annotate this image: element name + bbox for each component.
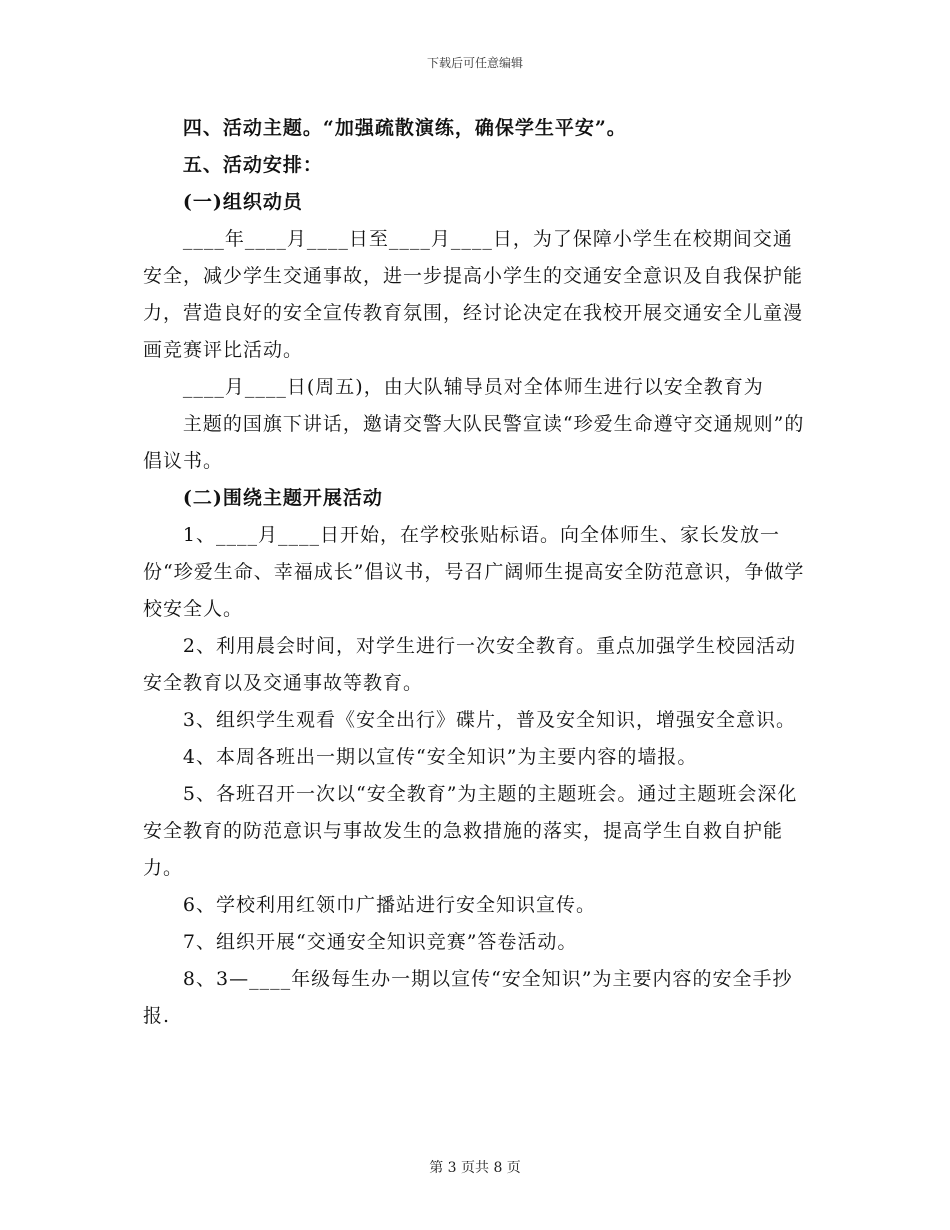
list-item: 7、组织开展“交通安全知识竞赛”答卷活动。: [182, 931, 578, 953]
list-item: 2、利用晨会时间，对学生进行一次安全教育。重点加强学生校园活动安全教育以及交通事故等教育。: [143, 635, 796, 694]
section-heading-arrangement: 五、活动安排：: [182, 154, 323, 176]
list-item: 3、组织学生观看《安全出行》碟片，普及安全知识，增强安全意识。: [182, 709, 796, 731]
list-item: 1、____月____日开始，在学校张贴标语。向全体师生、家长发放一份“珍爱生命、幸福成长”倡议书，号召广阔师生提高安全防范意识，争做学校安全人。: [143, 524, 805, 620]
page-header: 下载后可任意编辑: [426, 56, 523, 70]
subheading-mobilization: (一)组织动员: [182, 191, 303, 213]
paragraph: 主题的国旗下讲话，邀请交警大队民警宣读“珍爱生命遵守交通规则”的倡议书。: [143, 413, 805, 472]
subheading-activities: (二)围绕主题开展活动: [182, 487, 383, 509]
section-heading-theme: 四、活动主题。“加强疏散演练，确保学生平安”。: [182, 117, 627, 139]
list-item: 5、各班召开一次以“安全教育”为主题的主题班会。通过主题班会深化安全教育的防范意识与事故发生的急救措施的落实，提高学生自救自护能力。: [143, 783, 798, 879]
paragraph: ____月____日(周五)，由大队辅导员对全体师生进行以安全教育为: [182, 376, 764, 398]
page-number: 第 3 页共 8 页: [429, 1160, 521, 1176]
list-item: 6、学校利用红领巾广播站进行安全知识宣传。: [182, 894, 596, 916]
paragraph: ____年____月____日至____月____日，为了保障小学生在校期间交通安全，减少学生交通事故，进一步提高小学生的交通安全意识及自我保护能力，营造良好的安全宣传教育氛围，经讨论决定在我校开展交通安全儿童漫画竞赛评比活动。: [143, 228, 804, 361]
document-body: [143, 110, 808, 1035]
list-item: 4、本周各班出一期以宣传“安全知识”为主要内容的墙报。: [182, 746, 698, 768]
list-item: 8、3—____年级每生办一期以宣传“安全知识”为主要内容的安全手抄报.: [143, 968, 793, 1027]
